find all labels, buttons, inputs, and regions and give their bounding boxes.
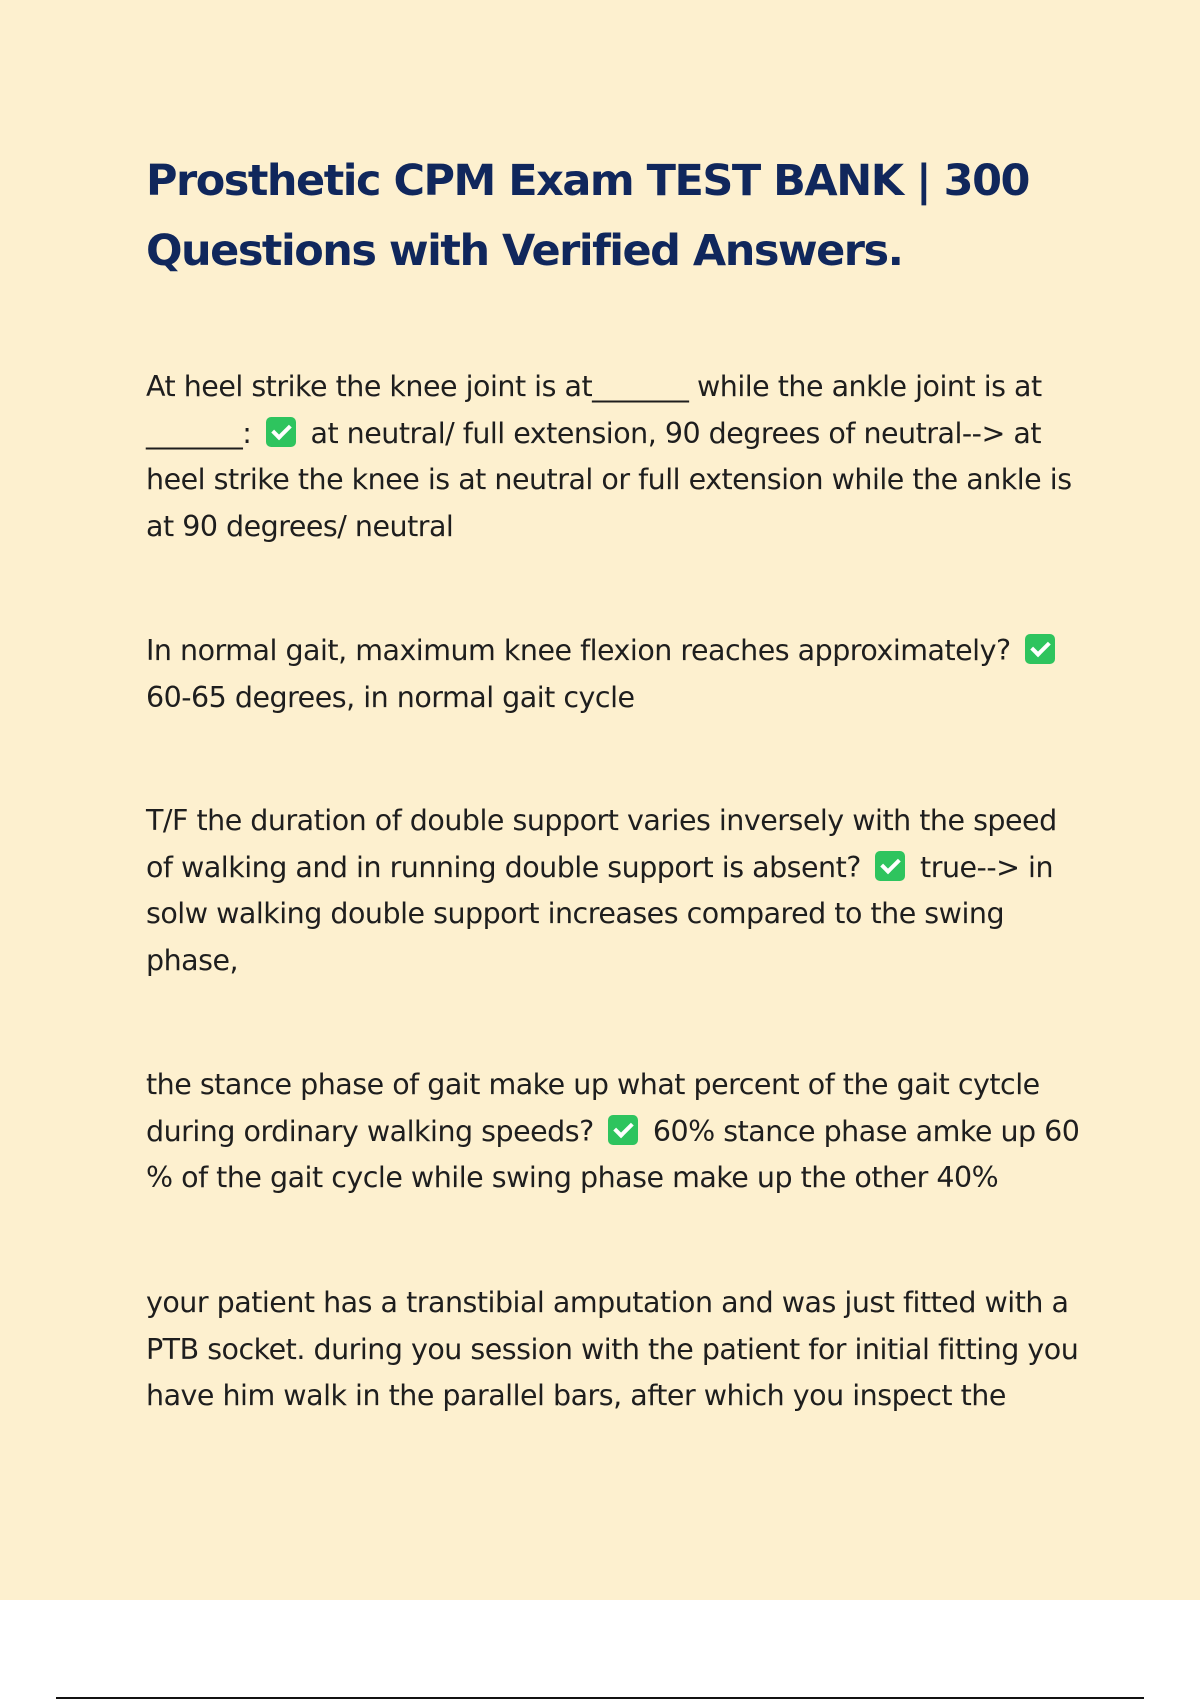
question-text: At heel strike the knee joint is at_______ while the ankle joint is at _______: bbox=[146, 370, 1042, 450]
question-text: your patient has a transtibial amputation and was just fitted with a PTB socket. during you session with the patient for initial fitting you have him walk in the parallel bars, after which you inspect the bbox=[146, 1286, 1079, 1412]
check-mark-icon bbox=[608, 1115, 638, 1145]
answer-text: 60% stance phase amke up 60 % of the gait cycle while swing phase make up the other 40% bbox=[146, 1114, 1080, 1194]
answer-text: 60-65 degrees, in normal gait cycle bbox=[146, 680, 635, 714]
check-mark-icon bbox=[1025, 634, 1055, 664]
qa-item bbox=[146, 1280, 1086, 1420]
answer-text: true--> in solw walking double support increases compared to the swing phase, bbox=[146, 850, 1054, 977]
page-divider bbox=[56, 1697, 1144, 1699]
qa-item bbox=[146, 1062, 1086, 1202]
qa-item bbox=[146, 628, 1086, 721]
qa-item bbox=[146, 798, 1086, 984]
answer-text: at neutral/ full extension, 90 degrees of neutral--> at heel strike the knee is at neutral or full extension while the ankle is at 90 degrees/ neutral bbox=[146, 416, 1072, 543]
question-text: the stance phase of gait make up what percent of the gait cytcle during ordinary walking speeds? bbox=[146, 1068, 1040, 1148]
check-mark-icon bbox=[875, 851, 905, 881]
question-text: T/F the duration of double support varies inversely with the speed of walking and in running double support is absent? bbox=[146, 804, 1057, 884]
document-title: Prosthetic CPM Exam TEST BANK | 300 Questions with Verified Answers. bbox=[146, 156, 1029, 276]
question-text: In normal gait, maximum knee flexion reaches approximately? bbox=[146, 634, 1011, 667]
check-mark-icon bbox=[266, 417, 296, 447]
qa-item bbox=[146, 364, 1086, 550]
